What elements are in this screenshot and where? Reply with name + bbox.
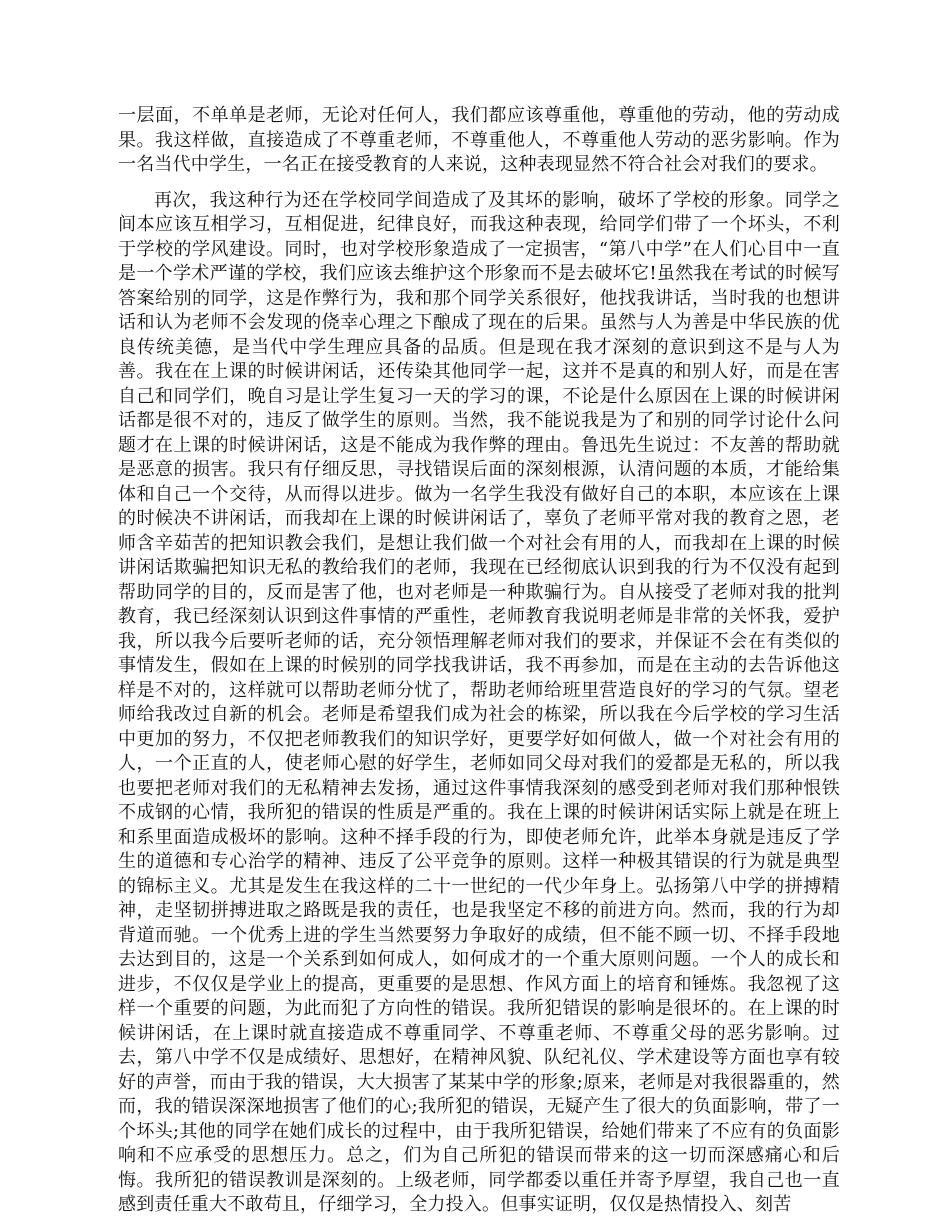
paragraph-continuation: 一层面，不单单是老师，无论对任何人，我们都应该尊重他，尊重他的劳动，他的劳动成果。我这样做，直接造成了不尊重老师，不尊重他人，不尊重他人劳动的恶劣影响。作为一名当代中学生，一名正在接受教育的人来说，这种表现显然不符合社会对我们的要求。 (118, 105, 840, 175)
paragraph-main: 再次，我这种行为还在学校同学间造成了及其坏的影响，破坏了学校的形象。同学之间本应该互相学习，互相促进，纪律良好，而我这种表现，给同学们带了一个坏头，不利于学校的学风建设。同时，也对学校形象造成了一定损害，“第八中学”在人们心目中一直是一个学术严谨的学校，我们应该去维护这个形象而不是去破坏它!虽然我在考试的时候写答案给别的同学，这是作弊行为，我和那个同学关系很好，他找我讲话，当时我的也想讲话和认为老师不会发现的侥幸心理之下酿成了现在的后果。虽然与人为善是中华民族的优良传统美德，是当代中学生理应具备的品质。但是现在我才深刻的意识到这不是与人为善。我在在上课的时候讲闲话，还传染其他同学一起，这并不是真的和别人好，而是在害自己和同学们，晚自习是让学生复习一天的学习的课，不论是什么原因在上课的时候讲闲话都是很不对的，违反了做学生的原则。当然，我不能说我是为了和别的同学讨论什么问题才在上课的时候讲闲话，这是不能成为我作弊的理由。鲁迅先生说过：不友善的帮助就是恶意的损害。我只有仔细反思，寻找错误后面的深刻根源，认清问题的本质，才能给集体和自己一个交待，从而得以进步。做为一名学生我没有做好自己的本职，本应该在上课的时候决不讲闲话，而我却在上课的时候讲闲话了，辜负了老师平常对我的教育之恩，老师含辛茹苦的把知识教会我们，是想让我们做一个对社会有用的人，而我却在上课的时候讲闲话欺骗把知识无私的教给我们的老师，我现在已经彻底认识到我的行为不仅没有起到帮助同学的目的，反而是害了他，也对老师是一种欺骗行为。自从接受了老师对我的批判教育，我已经深刻认识到这件事情的严重性，老师教育我说明老师是非常的关怀我，爱护我，所以我今后要听老师的话，充分领悟理解老师对我们的要求，并保证不会在有类似的事情发生，假如在上课的时候别的同学找我讲话，我不再参加，而是在主动的去告诉他这样是不对的，这样就可以帮助老师分忧了，帮助老师给班里营造良好的学习的气氛。望老师给我改过自新的机会。老师是希望我们成为社会的栋梁，所以我在今后学校的学习生活中更加的努力，不仅把老师教我们的知识学好，更要学好如何做人，做一个对社会有用的人，一个正直的人，使老师心慰的好学生，老师如同父母对我们的爱都是无私的，所以我也要把老师对我们的无私精神去发扬，通过这件事情我深刻的感受到老师对我们那种恨铁不成钢的心情，我所犯的错误的性质是严重的。我在上课的时候讲闲话实际上就是在班上和系里面造成极坏的影响。这种不择手段的行为，即使老师允许，此举本身就是违反了学生的道德和专心治学的精神、违反了公平竞争的原则。这样一种极其错误的行为就是典型的锦标主义。尤其是发生在我这样的二十一世纪的一代少年身上。弘扬第八中学的拼搏精神，走坚韧拼搏进取之路既是我的责任，也是我坚定不移的前进方向。然而，我的行为却背道而驰。一个优秀上进的学生当然要努力争取好的成绩，但不能不顾一切、不择手段地去达到目的，这是一个关系到如何成人，如何成才的一个重大原则问题。一个人的成长和进步，不仅仅是学业上的提高，更重要的是思想、作风方面上的培育和锤炼。我忽视了这样一个重要的问题，为此而犯了方向性的错误。我所犯错误的影响是很坏的。在上课的时候讲闲话，在上课时就直接造成不尊重同学、不尊重老师、不尊重父母的恶劣影响。过去，第八中学不仅是成绩好、思想好，在精神风貌、队纪礼仪、学术建设等方面也享有较好的声誉，而由于我的错误，大大损害了某某中学的形象;原来，老师是对我很器重的，然而，我的错误深深地损害了他们的心;我所犯的错误，无疑产生了很大的负面影响，带了一个坏头;其他的同学在她们成长的过程中，由于我所犯错误，给她们带来了不应有的负面影响和不应承受的思想压力。总之，们为自己所犯的错误而带来的这一切而深感痛心和后悔。我所犯的错误教训是深刻的。上级老师，同学都委以重任并寄予厚望，我自己也一直感到责任重大不敢苟且，仔细学习，全力投入。但事实证明，仅仅是热情投入、刻苦 (118, 189, 840, 1215)
document-page (118, 104, 840, 1218)
